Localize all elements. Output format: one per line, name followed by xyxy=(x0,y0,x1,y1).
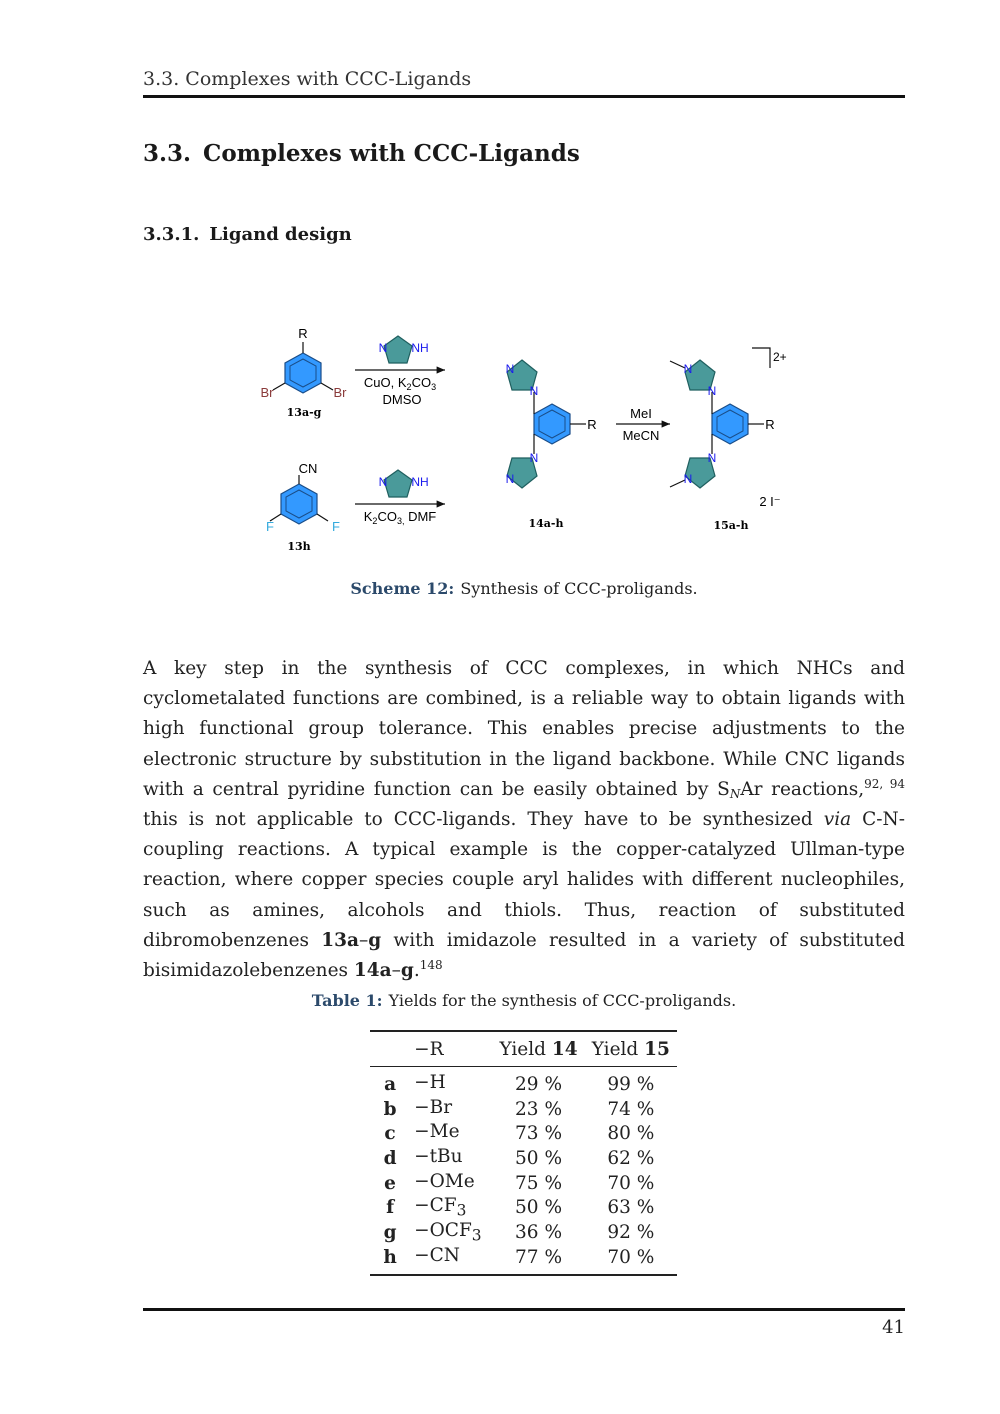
imidazole-nh: NH xyxy=(411,341,429,355)
paragraph-text-4: C-N-coupling reactions. A typical example is the copper-catalyzed Ullman-type reaction, where copper species couple aryl halides with different nucleophiles, such as amines, alcohols and thiols. Thus, reaction of substituted dibromobenzenes xyxy=(143,809,905,951)
p15-substituent: R xyxy=(765,417,775,432)
paragraph-text-3: this is not applicable to CCC-ligands. They have to be synthesized xyxy=(143,809,824,831)
citation-148[interactable]: 148 xyxy=(419,958,443,973)
p15-label: 15a-h xyxy=(713,519,749,532)
row-yield-15: 70 % xyxy=(607,1172,655,1194)
compound-14g: g xyxy=(400,960,414,982)
compound-14a: 14a xyxy=(353,960,392,982)
table-row xyxy=(370,1097,677,1122)
molecule-15a-h xyxy=(670,348,787,532)
row-id: a xyxy=(384,1073,397,1095)
paragraph-text-2: Ar reactions, xyxy=(740,778,865,800)
paragraph-dash-1: – xyxy=(358,929,369,951)
compound-13a: 13a xyxy=(321,929,359,951)
subsection-title-text: Ligand design xyxy=(209,224,352,245)
row-r: $-CF_3$ xyxy=(414,1195,467,1221)
row-yield-15: 62 % xyxy=(607,1147,655,1169)
body-paragraph xyxy=(143,654,905,986)
row-id: f xyxy=(386,1197,395,1219)
sm1-halogen-right: Br xyxy=(333,385,347,400)
header-id xyxy=(370,1031,410,1067)
p15-n4: N xyxy=(683,472,693,486)
conditions-2: $K_2CO_{3,}$ DMF xyxy=(363,509,437,526)
synthesis-scheme xyxy=(240,320,800,560)
row-yield-14: 29 % xyxy=(515,1073,563,1095)
paragraph-text-6: . xyxy=(413,960,420,982)
table-caption-label: Table 1: xyxy=(311,991,383,1010)
p14-n2: N xyxy=(529,384,539,398)
table-row xyxy=(370,1245,677,1275)
sm2-substituent: CN xyxy=(298,461,318,476)
running-header: 3.3. Complexes with CCC-Ligands xyxy=(143,68,472,90)
p15-n1: N xyxy=(683,362,693,376)
sm2-halogen-left: F xyxy=(266,519,274,534)
subsection-title xyxy=(143,224,352,245)
p14-n1: N xyxy=(505,362,515,376)
row-yield-15: 99 % xyxy=(607,1073,655,1095)
compound-13g: g xyxy=(368,929,382,951)
paragraph-via: via xyxy=(823,809,852,831)
p15-counterion: 2 I⁻ xyxy=(759,494,781,509)
scheme-caption xyxy=(143,579,905,598)
scheme-caption-label: Scheme 12: xyxy=(350,579,455,598)
p14-label: 14a-h xyxy=(528,517,564,530)
row-id: d xyxy=(383,1147,397,1169)
p15-charge: 2+ xyxy=(773,350,787,364)
row-yield-14: 75 % xyxy=(515,1172,563,1194)
sm1-substituent: R xyxy=(298,326,308,341)
p15-n3: N xyxy=(707,451,717,465)
row-id: c xyxy=(384,1123,396,1145)
conditions-1-line2: DMSO xyxy=(382,392,422,407)
table-row xyxy=(370,1067,677,1097)
table-row xyxy=(370,1146,677,1171)
scheme-caption-text: Synthesis of CCC-proligands. xyxy=(460,579,698,598)
row-yield-14: 36 % xyxy=(515,1221,563,1243)
row-r: −Br xyxy=(414,1096,453,1118)
paragraph-dash-2: – xyxy=(391,960,401,982)
header-rule xyxy=(143,95,905,98)
section-number: 3.3. xyxy=(143,140,192,167)
row-yield-14: 77 % xyxy=(515,1246,563,1268)
p15-n2: N xyxy=(707,384,717,398)
conditions-3-line1: MeI xyxy=(630,406,652,421)
row-yield-14: 50 % xyxy=(515,1197,563,1219)
row-yield-15: 63 % xyxy=(607,1197,655,1219)
p14-n4: N xyxy=(505,472,515,486)
imidazole-n: N xyxy=(378,475,388,489)
table-caption-text: Yields for the synthesis of CCC-proligands. xyxy=(388,991,737,1010)
row-r: −OMe xyxy=(414,1170,475,1192)
row-r: $-OCF_3$ xyxy=(414,1220,482,1245)
imidazole-reagent-2 xyxy=(379,470,429,497)
row-r: −H xyxy=(414,1072,446,1093)
yield-table xyxy=(370,1030,677,1276)
table-row xyxy=(370,1195,677,1220)
paragraph-subscript-n: N xyxy=(729,786,741,801)
row-yield-15: 80 % xyxy=(607,1123,655,1145)
header-r: −R xyxy=(410,1031,492,1067)
page-number: 41 xyxy=(882,1317,905,1338)
row-r: −CN xyxy=(414,1244,460,1266)
table-row xyxy=(370,1171,677,1196)
subsection-number: 3.3.1. xyxy=(143,224,200,245)
row-yield-14: 73 % xyxy=(515,1123,563,1145)
conditions-1-line1: CuO, $K_2CO_3$ xyxy=(363,375,437,392)
conditions-3-line2: MeCN xyxy=(622,428,660,443)
row-yield-15: 70 % xyxy=(607,1246,655,1268)
sm2-halogen-right: F xyxy=(332,519,340,534)
p14-n3: N xyxy=(529,451,539,465)
row-r: −Me xyxy=(414,1121,460,1143)
citation-92-94[interactable]: 92, 94 xyxy=(864,776,906,791)
row-yield-15: 92 % xyxy=(607,1221,655,1243)
section-title-text: Complexes with CCC-Ligands xyxy=(203,140,580,167)
section-title xyxy=(143,140,580,167)
table-header-row xyxy=(370,1031,677,1067)
table-row xyxy=(370,1220,677,1245)
row-id: e xyxy=(384,1172,396,1194)
paragraph-text-5: with imidazole resulted in a variety of substituted bisimidazolebenzenes xyxy=(143,929,905,982)
row-yield-15: 74 % xyxy=(607,1098,655,1120)
table-caption xyxy=(143,991,905,1010)
sm1-halogen-left: Br xyxy=(260,385,274,400)
table-row xyxy=(370,1121,677,1146)
p14-substituent: R xyxy=(587,417,597,432)
footer-rule xyxy=(143,1308,905,1311)
row-yield-14: 50 % xyxy=(515,1147,563,1169)
molecule-13h xyxy=(266,461,340,553)
charge-bracket xyxy=(752,348,770,368)
row-id: g xyxy=(383,1221,397,1243)
header-yield-14: Yield 14 xyxy=(492,1031,584,1067)
row-r: −tBu xyxy=(414,1146,463,1168)
molecule-13a-g xyxy=(261,326,348,419)
imidazole-reagent-1 xyxy=(379,336,429,363)
imidazole-nh: NH xyxy=(411,475,429,489)
row-id: h xyxy=(383,1246,397,1268)
header-yield-15: Yield 15 xyxy=(585,1031,677,1067)
imidazole-n: N xyxy=(378,341,388,355)
molecule-14a-h xyxy=(506,360,597,530)
row-id: b xyxy=(383,1098,397,1120)
sm1-label: 13a-g xyxy=(286,406,322,419)
paragraph-text-1: A key step in the synthesis of CCC complexes, in which NHCs and cyclometalated functions are combined, is a reliable way to obtain ligands with high functional group tolerance. This enables precise adjustments to the electronic structure by substitution in the ligand backbone. While CNC ligands with a central pyridine function can be easily obtained by S xyxy=(143,658,905,800)
sm2-label: 13h xyxy=(287,540,311,553)
row-yield-14: 23 % xyxy=(515,1098,563,1120)
